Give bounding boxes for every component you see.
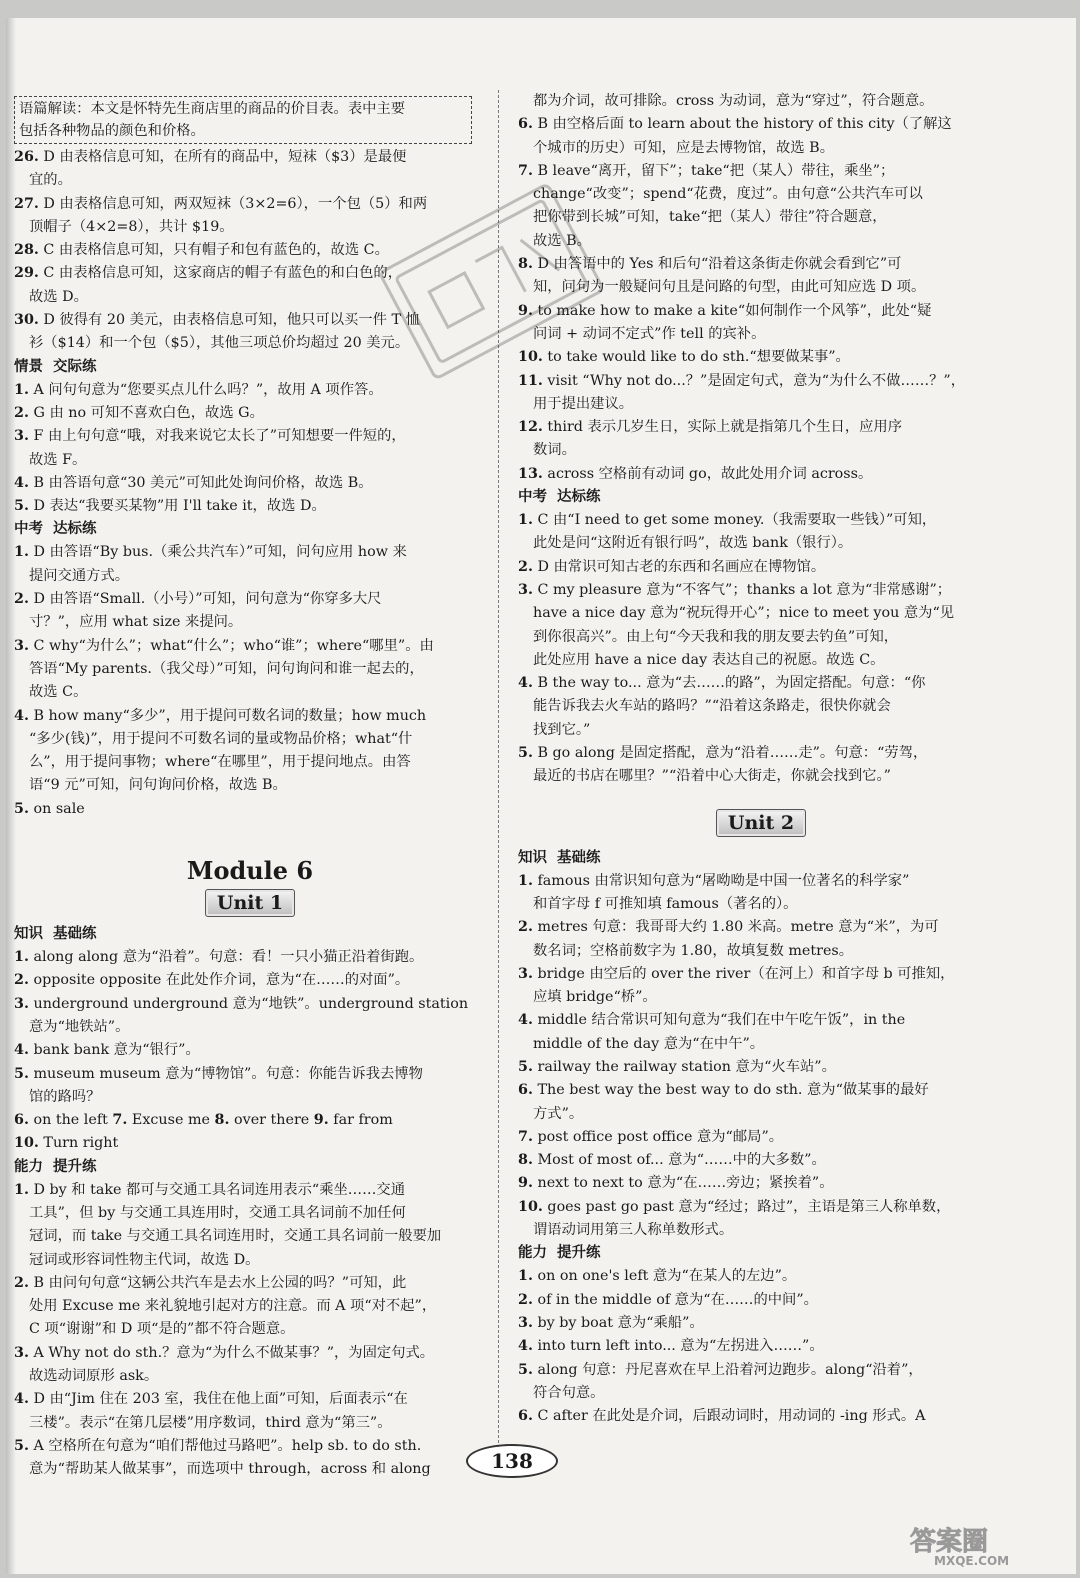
answer-text: 都为介词，故可排除。cross 为动词，意为“穿过”，符合题意。 [533,93,934,109]
answer-line [14,1109,486,1132]
answer-line [14,1249,486,1272]
book-page [6,18,1076,1574]
answer-text: 故选动词原形 ask。 [29,1368,159,1385]
answer-text: C my pleasure 意为“不客气”；thanks a lot 意为“非常感谢”； [532,581,952,598]
answer-number: 5. [14,1065,29,1082]
answer-text: A 问句句意为“您要买点儿什么吗？”，故用 A 项作答。 [28,381,383,398]
answer-text: 此处是问“这附近有银行吗”，故选 bank（银行）。 [533,535,853,552]
watermark-url: MXQE.COM [934,1554,1010,1568]
answer-number: 3. [14,995,29,1012]
answer-text: D 由表格信息可知，两双短袜（3×2=6），一个包（5）和两 [38,195,428,212]
answer-line [14,658,486,681]
answer-line [14,611,486,634]
answer-line [518,1265,983,1288]
answer-line [518,602,983,625]
answer-line [518,742,983,765]
answer-line [14,1202,486,1225]
answer-line [14,425,486,448]
answer-line [518,1359,983,1382]
answer-line [14,1412,486,1435]
answer-text: metres 句意：我哥哥大约 1.80 米高。metre 意为“米”，为可 [532,919,939,936]
section-heading-exam [14,518,486,541]
answer-text: middle of the day 意为“在中午”。 [533,1035,765,1052]
answer-number: 7. [518,162,533,179]
answer-number: 1. [14,544,29,561]
answer-number: 8. [214,1112,230,1129]
answer-line [518,1009,983,1032]
section-sublabel: 达标练 [557,489,601,506]
answer-text: 符合句意。 [533,1384,605,1401]
answer-line [518,1405,983,1428]
answer-text: over there [229,1112,314,1129]
answer-line [14,728,486,751]
answer-text: B 由答语句意“30 美元”可知此处询问价格，故选 B。 [28,474,373,491]
answer-text: D 由常识可知古老的东西和名画应在博物馆。 [532,558,826,575]
answer-text: 找到它。” [533,721,591,738]
answer-line [14,1063,486,1086]
answer-text: underground underground 意为“地铁”。underground station [28,995,469,1012]
answer-number: 5. [14,800,29,817]
answer-number: 9. [518,302,533,319]
answer-number: 3. [14,428,29,445]
answer-number: 3. [518,965,533,982]
answer-number: 2. [14,1274,29,1291]
answer-text: 数词。 [533,442,576,459]
answer-text: 故选 D。 [29,288,88,305]
answer-number: 9. [518,1175,533,1192]
answer-number: 2. [518,919,533,936]
answers-knowledge [14,946,486,1156]
answer-number: 8. [518,1152,533,1169]
answer-text: 宜的。 [29,172,72,189]
answer-line [518,1196,983,1219]
answer-number: 26. [14,149,39,165]
answer-text: C 由表格信息可知，只有帽子和包有蓝色的，故选 C。 [38,242,389,259]
answer-text: C why“为什么”；what“什么”；who“谁”；where“哪里”。由 [28,637,434,654]
answer-text: of in the middle of 意为“在……的中间”。 [532,1291,818,1308]
answer-line [518,439,983,462]
answers-ability [14,1179,486,1482]
answer-line [14,449,486,472]
answer-text: Excuse me [127,1112,215,1129]
answer-text: 答语“My parents.（我父母）”可知，问句询问和谁一起去的， [29,660,424,677]
intro-line-1: 语篇解读：本文是怀特先生商店里的商品的价目表。表中主要 [19,101,406,117]
answer-text: middle 结合常识可知句意为“我们在中午吃午饭”，in the [532,1012,906,1029]
answer-number: 4. [518,675,533,692]
answer-line [518,1056,983,1079]
section-sublabel: 提升练 [557,1245,601,1262]
answer-text: 把你带到长城”可知，take“把（某人）带往”符合题意， [533,209,887,226]
answer-number: 9. [313,1112,329,1129]
answer-line [14,1342,486,1365]
answer-line [518,532,983,555]
answer-line [14,681,486,704]
section-sublabel: 达标练 [53,521,97,538]
answer-number: 5. [518,745,533,762]
answer-line [14,1039,486,1062]
answer-text: 提问交通方式。 [29,567,130,584]
answer-text: along 句意：丹尼喜欢在早上沿着河边跑步。along“沿着”， [532,1361,923,1378]
answer-text: 寸？”，应用 what size 来提问。 [29,614,243,631]
answer-text: 和首字母 f 可推知填 famous（著名的）。 [533,895,798,912]
answer-line [14,798,486,821]
answer-line [518,463,983,486]
answer-text: D 由答语“Small.（小号）”可知，问句意为“你穿多大尺 [28,591,382,608]
answer-number: 6. [518,1408,533,1425]
answer-number: 10. [518,349,543,366]
answer-line [518,916,983,939]
watermark-text: 答案圈 [910,1527,989,1557]
site-watermark-logo [904,1520,1069,1568]
section-label: 中考 [518,489,547,506]
answer-line [14,946,486,969]
answer-text: museum museum 意为“博物馆”。句意：你能告诉我去博物 [28,1065,423,1082]
answer-text: on the left [28,1112,113,1129]
answer-number: 2. [14,591,29,608]
section-heading-exam-2 [518,486,983,509]
answer-text: 方式”。 [533,1105,584,1122]
answer-line [14,1272,486,1295]
section-label: 能力 [518,1245,547,1262]
answer-text: A 空格所在句意为“咱们帮他过马路吧”。help sb. to do sth. [28,1437,422,1454]
answer-number: 4. [518,1338,533,1355]
answer-text: to take would like to do sth.“想要做某事”。 [542,349,850,366]
answer-text: 冠词或形容词性物主代词，故选 D。 [29,1251,260,1268]
answer-number: 10. [14,1135,39,1152]
answer-line [518,1126,983,1149]
answer-number: 2. [518,558,533,575]
answer-number: 4. [14,1391,29,1408]
answer-text: 最近的书店在哪里？”“沿着中心大街走，你就会找到它。” [533,768,891,785]
section-sublabel: 交际练 [53,358,97,375]
section-heading-knowledge-2 [518,847,983,870]
answer-text: C 项“谢谢”和 D 项“是的”都不符合题意。 [29,1321,295,1338]
answer-text: 问词 + 动词不定式”作 tell 的宾补。 [533,325,766,342]
answer-line [14,993,486,1016]
answer-text: 此处应用 have a nice day 表达自己的祝愿。故选 C。 [533,651,885,668]
answer-line [518,1033,983,1056]
answer-text: “多少(钱)”，用于提问不可数名词的量或物品价格；what“什 [29,730,413,747]
answer-number: 4. [14,1042,29,1059]
answer-text: B how many“多少”，用于提问可数名词的数量；how much [28,707,427,724]
answer-line [14,402,486,425]
answer-number: 6. [518,116,533,133]
answer-line [14,1086,486,1109]
answer-number: 2. [14,404,29,421]
answers-exam [14,541,486,821]
answer-number: 13. [518,465,543,482]
answer-line [518,579,983,602]
answer-text: 谓语动词用第三人称单数形式。 [533,1222,734,1239]
answer-text: 故选 C。 [29,684,88,701]
answer-text: to make how to make a kite“如何制作一个风筝”，此处“疑 [532,302,932,319]
unit-1-badge: Unit 1 [205,889,295,917]
answer-number: 5. [518,1058,533,1075]
answer-text: 三楼”。表示“在第几层楼”用序数词，third 意为“第三”。 [29,1414,392,1431]
answer-number: 8. [518,256,533,273]
answer-number: 1. [14,381,29,398]
answer-line [518,963,983,986]
answer-text: 能告诉我去火车站的路吗？”“沿着这条路走，很快你就会 [533,698,891,715]
answer-text: C 由“I need to get some money.（我需要取一些钱）”可知， [532,512,937,529]
section-sublabel: 基础练 [53,926,97,943]
answer-text: 个城市的历史）可知，应是去博物馆，故选 B。 [533,139,834,156]
answer-text: far from [328,1112,393,1129]
answer-line [14,1388,486,1411]
answer-text: railway the railway station 意为“火车站”。 [532,1058,836,1075]
section-label: 知识 [14,926,43,943]
section-label: 中考 [14,521,43,538]
answer-line [518,1103,983,1126]
answer-text: famous 由常识知句意为“屠呦呦是中国一位著名的科学家” [532,872,910,889]
answer-text: 馆的路吗？ [29,1088,101,1105]
answer-number: 12. [518,419,543,436]
answer-line [14,541,486,564]
answer-line [518,1289,983,1312]
answer-line [14,1016,486,1039]
answer-text: bank bank 意为“银行”。 [28,1042,200,1059]
answers-knowledge-2 [518,870,983,1243]
answer-number: 1. [14,949,29,966]
answer-line [14,751,486,774]
answer-line [518,719,983,742]
answer-number: 6. [518,1082,533,1099]
section-heading-ability-2 [518,1242,983,1265]
answer-number: 5. [14,1437,29,1454]
answer-line [518,509,983,532]
answer-number: 6. [14,1112,29,1129]
answer-line [518,1149,983,1172]
answer-text: 么”，用于提问事物；where“在哪里”，用于提问地点。由答 [29,754,411,771]
module-title: Module 6 [186,856,314,886]
unit-2-badge: Unit 2 [716,809,806,837]
answer-line [518,113,983,136]
answer-line [518,695,983,718]
answer-number: 27. [14,195,39,212]
answer-line [518,1335,983,1358]
answer-line [518,986,983,1009]
answer-text: across 空格前有动词 go，故此处用介词 across。 [542,465,873,482]
answer-text: change“改变”；spend“花费，度过”。由句意“公共汽车可以 [533,186,923,203]
answer-number: 4. [14,474,29,491]
answer-text: 数名词；空格前数字为 1.80，故填复数 metres。 [533,942,854,959]
section-sublabel: 提升练 [53,1158,97,1175]
answer-line [14,565,486,588]
answer-text: 故选 F。 [29,451,87,468]
answer-line [14,1365,486,1388]
answer-number: 1. [518,1268,533,1285]
answer-line [14,1225,486,1248]
section-sublabel: 基础练 [557,849,601,866]
answer-text: on sale [28,800,85,817]
answer-text: Turn right [38,1135,119,1152]
answer-text: 知，问句为一般疑问句且是问路的句型，由此可知应选 D 项。 [533,279,926,296]
answer-text: 工具”，但 by 与交通工具连用时，交通工具名词前不加任何 [29,1204,406,1221]
answers-exam-2 [518,509,983,789]
answer-line [14,1318,486,1341]
answer-text: 冠词，而 take 与交通工具名词连用时，交通工具名词前一般要加 [29,1228,442,1245]
answer-text: B leave“离开，留下”；take“把（某人）带往，乘坐”； [532,162,895,179]
answer-line [518,1312,983,1335]
section-heading-knowledge [14,923,486,946]
answer-number: 2. [518,1291,533,1308]
answer-text: third 表示几岁生日，实际上就是指第几个生日，应用序 [542,419,903,436]
answer-number: 1. [14,1181,29,1198]
answer-text: D 彼得有 20 美元，由表格信息可知，他只可以买一件 T 恤 [38,312,420,329]
answer-line [518,672,983,695]
answer-number: 5. [518,1361,533,1378]
answer-line [14,1179,486,1202]
answers-ability-2 [518,1265,983,1428]
answer-number: 3. [14,1344,29,1361]
answer-text: goes past go past 意为“经过；路过”，主语是第三人称单数， [542,1198,951,1215]
answer-text: B 由问句句意“这辆公共汽车是去水上公园的吗？”可知，此 [28,1274,407,1291]
answer-text: 语“9 元”可知，问句询问价格，故选 B。 [29,777,287,794]
answer-text: 意为“地铁站”。 [29,1018,130,1035]
answer-number: 29. [14,265,39,282]
answer-line [518,626,983,649]
answer-text: 应填 bridge“桥”。 [533,989,657,1006]
answer-line [518,1079,983,1102]
answer-text: 用于提出建议。 [533,395,634,412]
answer-text: F 由上句句意“哦，对我来说它太长了”可知想要一件短的， [28,428,406,445]
answer-text: B 由空格后面 to learn about the history of this city（了解这 [532,116,952,133]
answer-line [14,495,486,518]
answer-text: post office post office 意为“邮局”。 [532,1128,784,1145]
answer-number: 4. [14,707,29,724]
answer-text: by by boat 意为“乘船”。 [532,1314,704,1331]
answer-text: B go along 是固定搭配，意为“沿着……走”。句意：“劳驾， [532,745,928,762]
answer-text: along along 意为“沿着”。句意：看！一只小猫正沿着街跑。 [28,949,424,966]
answer-line [14,1132,486,1155]
answer-number: 7. [112,1112,128,1129]
answer-text: opposite opposite 在此处作介词，意为“在……的对面”。 [28,972,410,989]
answer-text: 意为“帮助某人做某事”，而选项中 through，across 和 along [29,1461,431,1478]
passage-intro-box [14,96,472,144]
answer-line [518,893,983,916]
answer-number: 3. [518,1314,533,1331]
answer-number: 4. [518,1012,533,1029]
answer-text: D 由“Jim 住在 203 室，我住在他上面”可知，后面表示“在 [28,1391,408,1408]
answer-text: visit “Why not do...？”是固定句式，意为“为什么不做……？”， [542,372,966,389]
answer-text: D 由答语中的 Yes 和后句“沿着这条街走你就会看到它”可 [532,256,902,273]
intro-line-2: 包括各种物品的颜色和价格。 [19,123,205,139]
answer-line [14,472,486,495]
answer-line [14,705,486,728]
answer-line [518,1219,983,1242]
section-label: 知识 [518,849,547,866]
answer-text: 处用 Excuse me 来礼貌地引起对方的注意。而 A 项“对不起”， [29,1298,437,1315]
answer-line [518,90,983,113]
answer-line [14,1295,486,1318]
answer-number: 5. [14,498,29,515]
answer-line [518,416,983,439]
answer-text: 顶帽子（4×2=8），共计 $19。 [29,218,234,235]
answer-number: 1. [518,872,533,889]
answer-line [518,649,983,672]
answer-line [14,588,486,611]
answer-number: 30. [14,312,39,329]
library-stamp-overlay [358,166,628,401]
answer-line [14,1435,486,1458]
answer-number: 3. [14,637,29,654]
answer-text: on on one's left 意为“在某人的左边”。 [532,1268,797,1285]
section-label: 情景 [14,358,43,375]
answer-text: B the way to... 意为“去……的路”，为固定搭配。句意：“你 [532,675,926,692]
answer-text: bridge 由空后的 over the river（在河上）和首字母 b 可推知， [532,965,955,982]
answer-line [14,774,486,797]
answer-line [518,765,983,788]
answer-text: G 由 no 可知不喜欢白色，故选 G。 [28,404,264,421]
answer-text: D 表达“我要买某物”用 I'll take it，故选 D。 [28,498,326,515]
answer-number: 28. [14,242,39,259]
answer-line [14,1458,486,1481]
answer-text: C 由表格信息可知，这家商店的帽子有蓝色的和白色的， [38,265,403,282]
answer-text: Most of most of... 意为“……中的大多数”。 [532,1152,826,1169]
answer-text: D by 和 take 都可与交通工具名词连用表示“乘坐……交通 [28,1181,405,1198]
answer-text: next to next to 意为“在……旁边；紧挨着”。 [532,1175,834,1192]
answer-line [518,556,983,579]
answer-line [14,635,486,658]
page-number: 138 [466,1444,558,1478]
section-heading-ability [14,1156,486,1179]
answer-text: A Why not do sth.？意为“为什么不做某事？”，为固定句式。 [28,1344,435,1361]
answer-text: D 由表格信息可知，在所有的商品中，短袜（$3）是最便 [38,149,407,165]
answer-text: 故选 B。 [533,232,591,249]
answer-text: into turn left into... 意为“左拐进入……”。 [532,1338,824,1355]
answer-line [14,969,486,992]
answer-line [518,1172,983,1195]
answer-line [518,137,983,160]
answer-number: 1. [518,512,533,529]
answer-number: 3. [518,581,533,598]
section-label: 能力 [14,1158,43,1175]
answer-number: 7. [518,1128,533,1145]
answer-number: 11. [518,372,543,389]
answer-number: 2. [14,972,29,989]
answer-text: 衫（$14）和一个包（$5），其他三项总价均超过 20 美元。 [29,335,410,352]
answer-line [518,870,983,893]
answer-line [518,1382,983,1405]
answer-text: D 由答语“By bus.（乘公共汽车）”可知，问句应用 how 来 [28,544,407,561]
answer-text: 到你很高兴”。由上句“今天我和我的朋友要去钓鱼”可知， [533,628,899,645]
answer-text: The best way the best way to do sth. 意为“做某事的最好 [532,1082,929,1099]
answer-line [518,940,983,963]
answer-text: have a nice day 意为“祝玩得开心”；nice to meet you 意为“见 [533,605,955,622]
answer-text: C after 在此处是介词，后跟动词时，用动词的 -ing 形式。A [532,1408,926,1425]
answer-number: 10. [518,1198,543,1215]
